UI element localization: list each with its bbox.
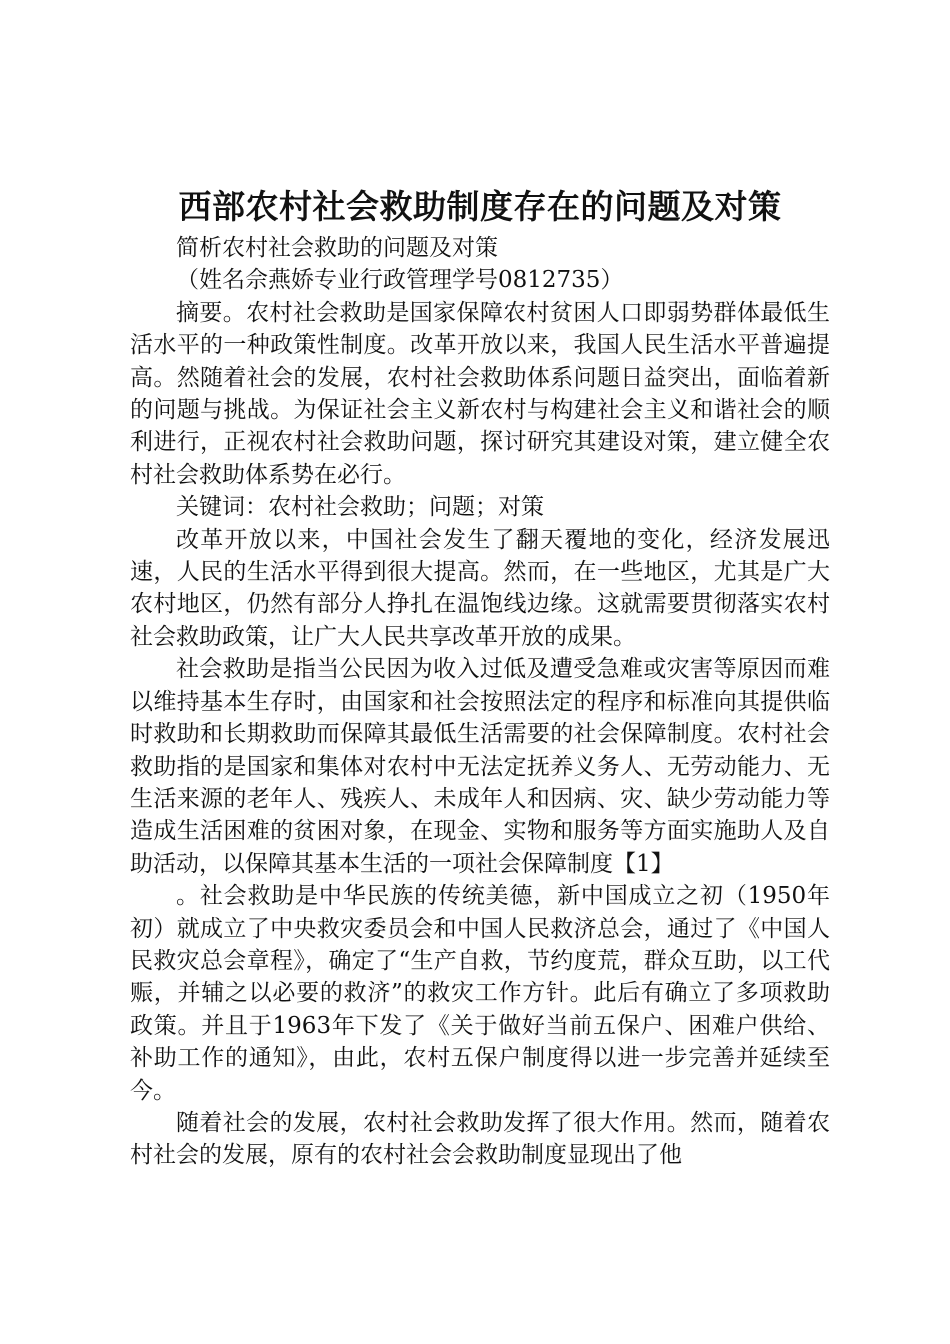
keywords-line: 关键词：农村社会救助；问题；对策	[176, 494, 544, 521]
body-paragraph: 改革开放以来，中国社会发生了翻天覆地的变化，经济发展迅速，人民的生活水平得到很大提高。然而，在一些地区，尤其是广大农村地区，仍然有部分人挣扎在温饱线边缘。这就需要贯彻落实农村社会救助政策，让广大人民共享改革开放的成果。	[130, 526, 830, 650]
body-paragraph: 。社会救助是中华民族的传统美德，新中国成立之初（1950年初）就成立了中央救灾委员会和中国人民救济总会，通过了《中国人民救灾总会章程》，确定了“生产自救，节约度荒，群众互助，以工代赈，并辅之以必要的救济”的救灾工作方针。此后有确立了多项救助政策。并且于1963年下发了《关于做好当前五保户、困难户供给、补助工作的通知》，由此，农村五保户制度得以进一步完善并延续至今。	[130, 883, 830, 1104]
body-paragraph: 随着社会的发展，农村社会救助发挥了很大作用。然而，随着农村社会的发展，原有的农村社会会救助制度显现出了他	[130, 1109, 830, 1169]
abstract-paragraph: 摘要。农村社会救助是国家保障农村贫困人口即弱势群体最低生活水平的一种政策性制度。改革开放以来，我国人民生活水平普遍提高。然随着社会的发展，农村社会救助体系问题日益突出，面临着新的问题与挑战。为保证社会主义新农村与构建社会主义和谐社会的顺利进行，正视农村社会救助问题，探讨研究其建设对策，建立健全农村社会救助体系势在必行。	[130, 299, 830, 488]
body-paragraph: 社会救助是指当公民因为收入过低及遭受急难或灾害等原因而难以维持基本生存时，由国家和社会按照法定的程序和标准向其提供临时救助和长期救助而保障其最低生活需要的社会保障制度。农村社会救助指的是国家和集体对农村中无法定抚养义务人、无劳动能力、无生活来源的老年人、残疾人、未成年人和因病、灾、缺少劳动能力等造成生活困难的贫困对象，在现金、实物和服务等方面实施助人及自助活动，以保障其基本生活的一项社会保障制度【1】	[130, 656, 830, 877]
subtitle: 简析农村社会救助的问题及对策	[176, 235, 498, 261]
author-line: （姓名佘燕娇专业行政管理学号0812735）	[176, 267, 624, 294]
document-title: 西部农村社会救助制度存在的问题及对策	[178, 187, 782, 226]
document-body	[130, 232, 830, 1172]
